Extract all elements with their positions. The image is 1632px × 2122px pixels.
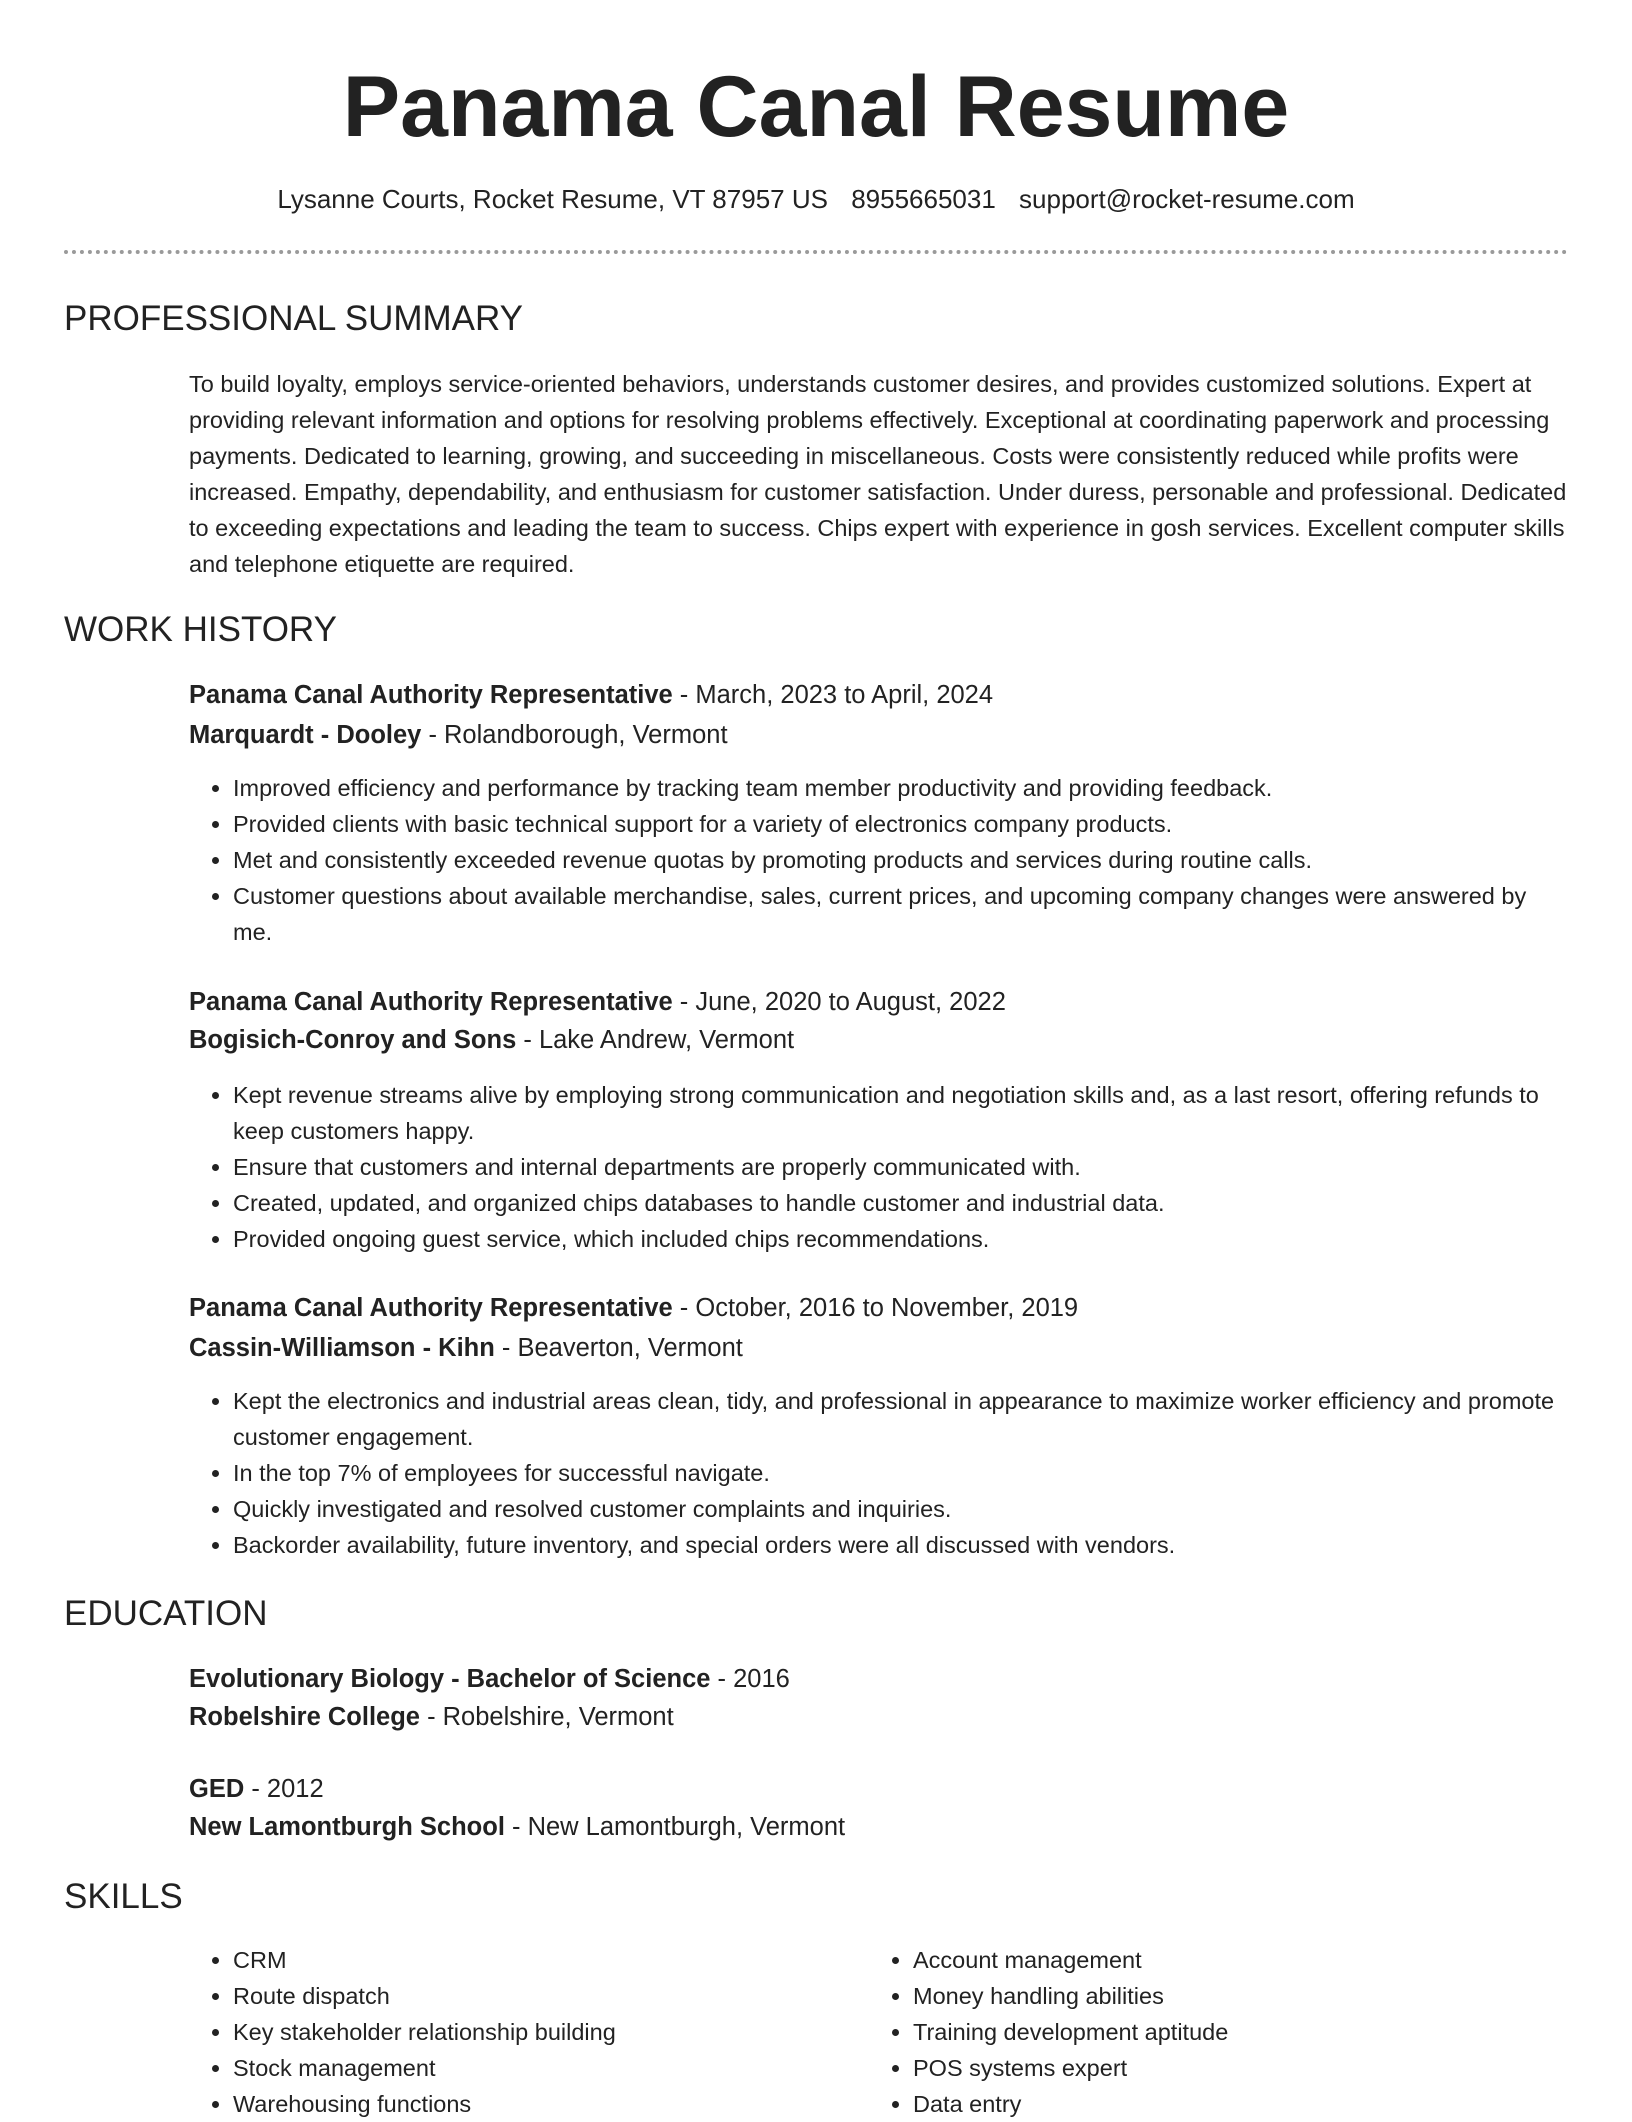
education-school-line <box>189 1808 845 1846</box>
list-item: • Kept the electronics and industrial areas clean, tidy, and professional in appearance to maximize worker efficiency and promote customer engagement. <box>233 1383 1569 1455</box>
skill-item: • CRM <box>233 1942 809 1978</box>
contact-email: support@rocket-resume.com <box>1019 184 1355 214</box>
list-item: • Met and consistently exceeded revenue quotas by promoting products and services during routine calls. <box>233 842 1569 878</box>
list-item: • Quickly investigated and resolved customer complaints and inquiries. <box>233 1491 1569 1527</box>
education-school-line <box>189 1698 674 1736</box>
list-item: • Backorder availability, future inventory, and special orders were all discussed with vendors. <box>233 1527 1569 1563</box>
education-location: - New Lamontburgh, Vermont <box>504 1813 846 1841</box>
job-company: Marquardt - Dooley <box>189 721 422 749</box>
list-item: • Customer questions about available merchandise, sales, current prices, and upcoming company changes were answered by me. <box>233 878 1569 950</box>
job-location: - Lake Andrew, Vermont <box>516 1026 795 1054</box>
job-title-line <box>189 983 1006 1021</box>
skill-item: • Training development aptitude <box>913 2014 1489 2050</box>
job-role: Panama Canal Authority Representative <box>189 988 673 1016</box>
job-company-line <box>189 716 728 754</box>
education-year: - 2012 <box>244 1775 324 1803</box>
job-duties-list <box>189 1383 1569 1563</box>
skill-item: • Key stakeholder relationship building <box>233 2014 809 2050</box>
education-degree: Evolutionary Biology - Bachelor of Science <box>189 1665 711 1693</box>
section-title-work-history: WORK HISTORY <box>64 610 337 649</box>
job-dates: - June, 2020 to August, 2022 <box>672 988 1006 1016</box>
section-title-summary: PROFESSIONAL SUMMARY <box>64 299 523 338</box>
job-company: Cassin-Williamson - Kihn <box>189 1334 495 1362</box>
skill-item: • Money handling abilities <box>913 1978 1489 2014</box>
job-company-line <box>189 1329 743 1367</box>
education-school: New Lamontburgh School <box>189 1813 505 1841</box>
list-item: • Provided clients with basic technical support for a variety of electronics company products. <box>233 806 1569 842</box>
job-title-line <box>189 1289 1078 1327</box>
job-dates: - March, 2023 to April, 2024 <box>672 681 994 709</box>
skills-list-right <box>869 1942 1489 2122</box>
skill-item: • Data entry <box>913 2086 1489 2122</box>
skill-item: • Stock management <box>233 2050 809 2086</box>
job-title-line <box>189 676 993 714</box>
header-divider <box>64 250 1568 254</box>
summary-text: To build loyalty, employs service-oriented behaviors, understands customer desires, and provides customized solutions. Expert at providing relevant information and options for resolving problems effectively. Exceptional at coordinating paperwork and processing payments. Dedicated to learning, growing, and succeeding in miscellaneous. Costs were consistently reduced while profits were increased. Empathy, dependability, and enthusiasm for customer satisfaction. Under duress, personable and professional. Dedicated to exceeding expectations and leading the team to success. Chips expert with experience in gosh services. Excellent computer skills and telephone etiquette are required. <box>189 371 1567 577</box>
education-location: - Robelshire, Vermont <box>419 1703 674 1731</box>
job-company-line <box>189 1021 794 1059</box>
contact-line <box>0 180 1632 218</box>
list-item: • In the top 7% of employees for successful navigate. <box>233 1455 1569 1491</box>
skill-item: • POS systems expert <box>913 2050 1489 2086</box>
education-degree: GED <box>189 1775 245 1803</box>
education-degree-line <box>189 1770 324 1808</box>
education-year: - 2016 <box>710 1665 790 1693</box>
job-dates: - October, 2016 to November, 2019 <box>672 1294 1079 1322</box>
job-location: - Beaverton, Vermont <box>494 1334 743 1362</box>
skill-item: • Account management <box>913 1942 1489 1978</box>
education-school: Robelshire College <box>189 1703 420 1731</box>
section-title-skills: SKILLS <box>64 1877 183 1916</box>
list-item: • Provided ongoing guest service, which included chips recommendations. <box>233 1221 1569 1257</box>
list-item: • Kept revenue streams alive by employing strong communication and negotiation skills and, as a last resort, offering refunds to keep customers happy. <box>233 1077 1569 1149</box>
resume-title: Panama Canal Resume <box>342 59 1290 155</box>
list-item: • Improved efficiency and performance by tracking team member productivity and providing feedback. <box>233 770 1569 806</box>
job-location: - Rolandborough, Vermont <box>421 721 728 749</box>
job-company: Bogisich-Conroy and Sons <box>189 1026 517 1054</box>
list-item: • Ensure that customers and internal departments are properly communicated with. <box>233 1149 1569 1185</box>
section-title-education: EDUCATION <box>64 1594 268 1633</box>
job-role: Panama Canal Authority Representative <box>189 681 673 709</box>
job-duties-list <box>189 1077 1569 1257</box>
skill-item: • Route dispatch <box>233 1978 809 2014</box>
contact-address: Lysanne Courts, Rocket Resume, VT 87957 US <box>277 184 828 214</box>
list-item: • Created, updated, and organized chips databases to handle customer and industrial data. <box>233 1185 1569 1221</box>
skills-list-left <box>189 1942 809 2122</box>
contact-phone: 8955665031 <box>851 184 996 214</box>
skill-item: • Warehousing functions <box>233 2086 809 2122</box>
education-degree-line <box>189 1660 790 1698</box>
job-duties-list <box>189 770 1569 950</box>
job-role: Panama Canal Authority Representative <box>189 1294 673 1322</box>
